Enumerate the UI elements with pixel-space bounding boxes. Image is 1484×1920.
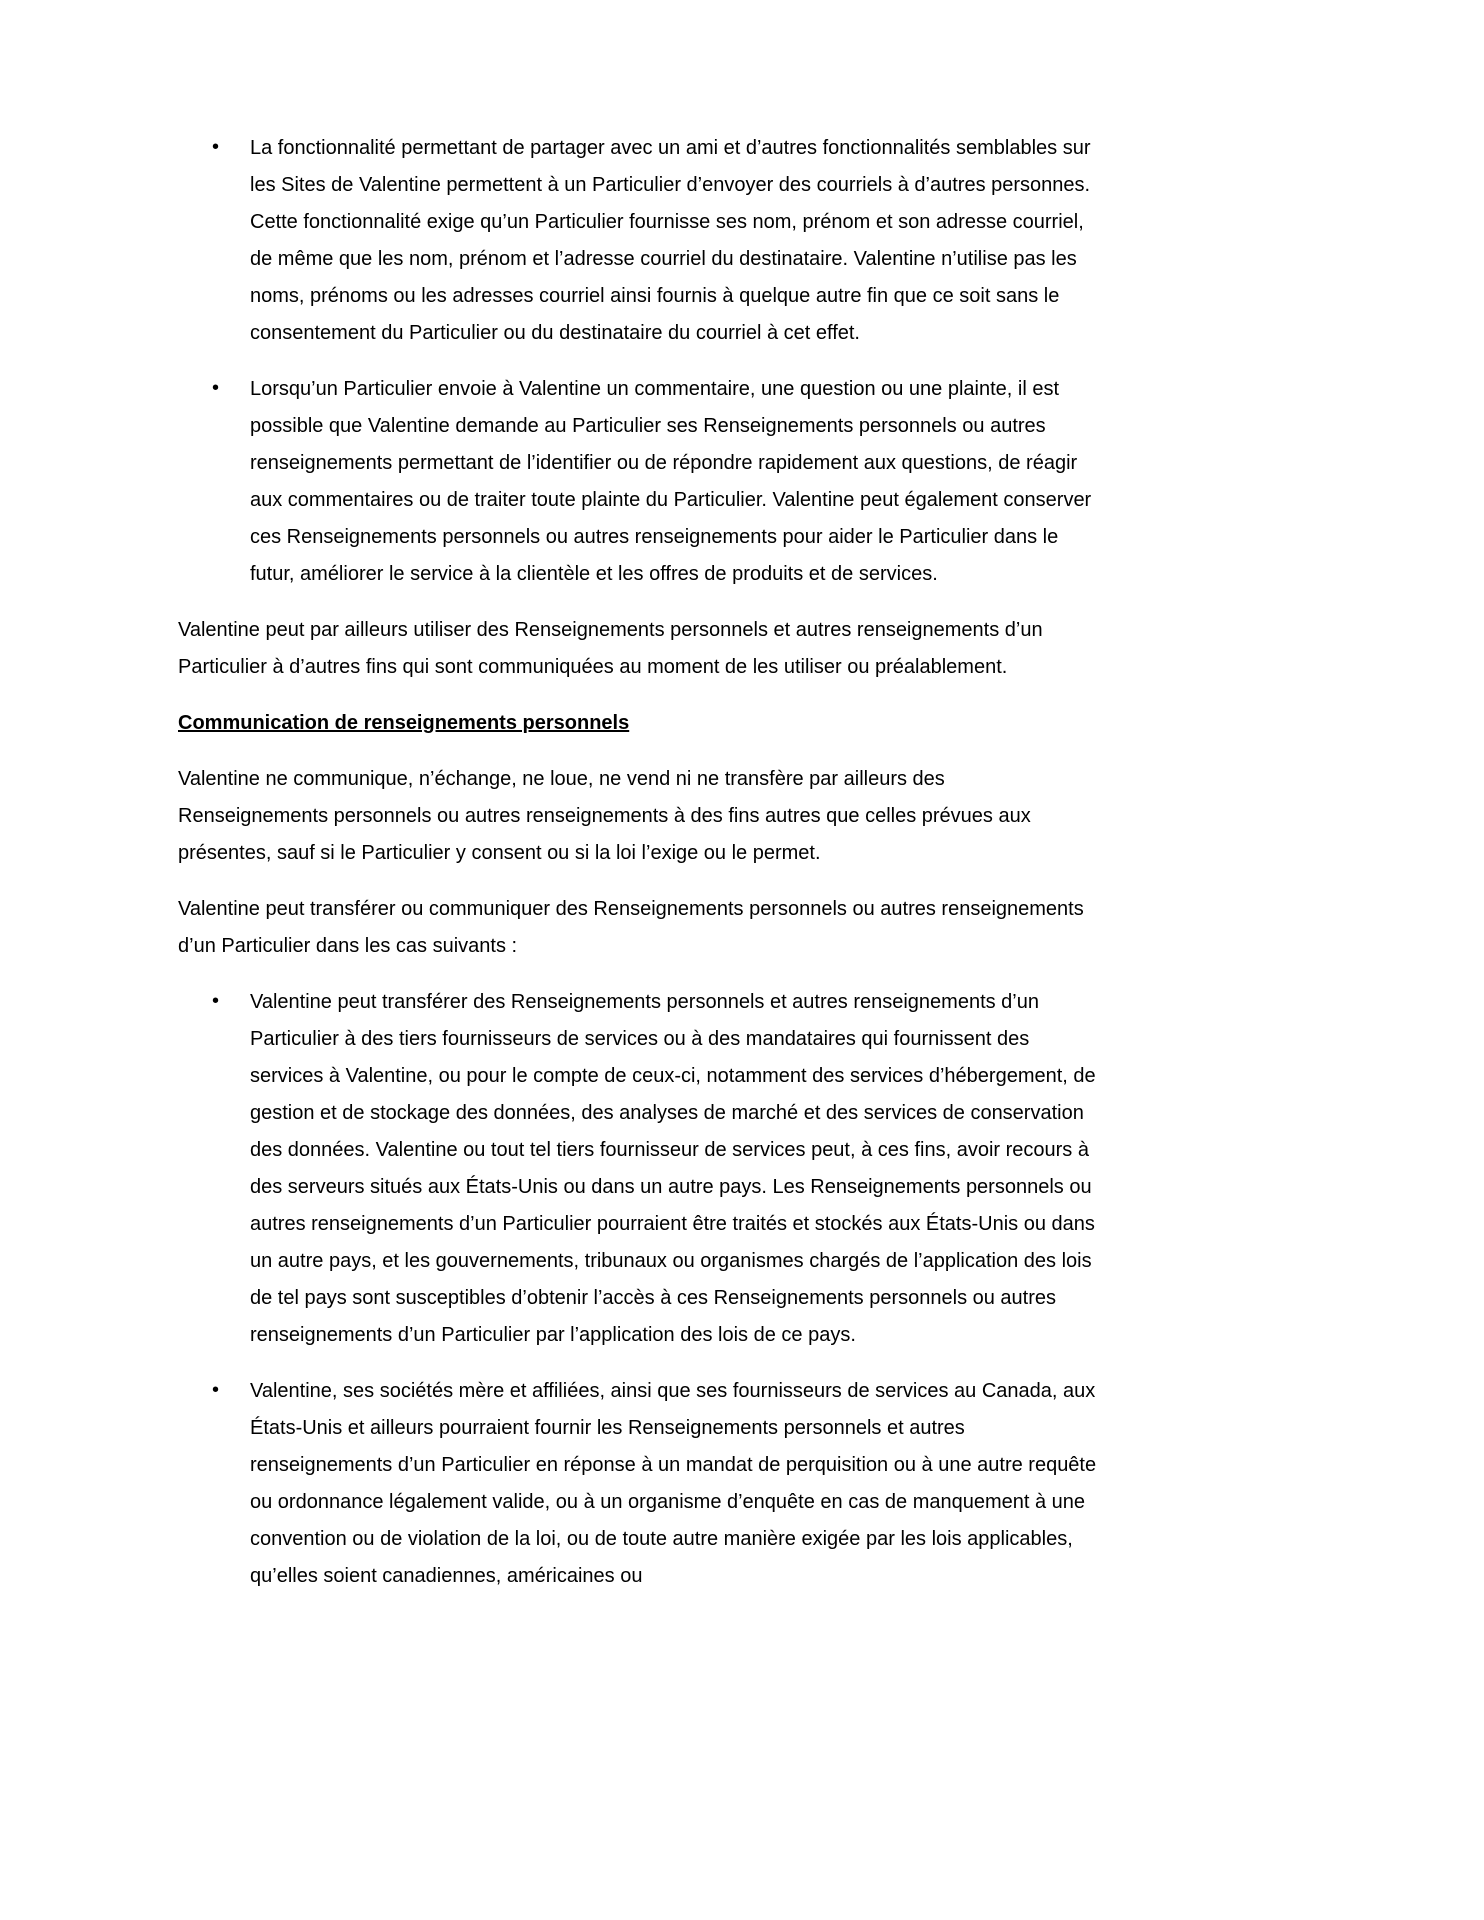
bullet-list-disclosure-cases (178, 984, 1100, 1595)
bullet-list-sharing (178, 130, 1100, 593)
paragraph-transfer-intro: Valentine peut transférer ou communiquer des Renseignements personnels ou autres renseignements d’un Particulier dans les cas suivants : (178, 898, 1084, 957)
section-heading-communication: Communication de renseignements personnels (178, 712, 630, 734)
bullet-text-third-party-providers: Valentine peut transférer des Renseignements personnels et autres renseignements d’un Particulier à des tiers fournisseurs de services ou à des mandataires qui fournissent des services à Valentine, ou pour le compte de ceux-ci, notamment des services d’hébergement, de gestion et de stockage des données, des analyses de marché et des services de conservation des données. Valentine ou tout tel tiers fournisseur de services peut, à ces fins, avoir recours à des serveurs situés aux États-Unis ou dans un autre pays. Les Renseignements personnels ou autres renseignements d’un Particulier pourraient être traités et stockés aux États-Unis ou dans un autre pays, et les gouvernements, tribunaux ou organismes chargés de l’application des lois de tel pays sont susceptibles d’obtenir l’accès à ces Renseignements personnels ou autres renseignements d’un Particulier par l’application des lois de ce pays. (250, 991, 1096, 1346)
bullet-icon: • (212, 377, 220, 399)
list-item (178, 1373, 1100, 1595)
paragraph-no-disclosure: Valentine ne communique, n’échange, ne loue, ne vend ni ne transfère par ailleurs des Renseignements personnels ou autres renseignements à des fins autres que celles prévues aux présentes, sauf si le Particulier y consent ou si la loi l’exige ou le permet. (178, 768, 1031, 864)
list-item (178, 130, 1100, 352)
list-item (178, 371, 1100, 593)
list-item (178, 984, 1100, 1354)
bullet-text-comments-questions: Lorsqu’un Particulier envoie à Valentine un commentaire, une question ou une plainte, il est possible que Valentine demande au Particulier ses Renseignements personnels ou autres renseignements permettant de l’identifier ou de répondre rapidement aux questions, de réagir aux commentaires ou de traiter toute plainte du Particulier. Valentine peut également conserver ces Renseignements personnels ou autres renseignements pour aider le Particulier dans le futur, améliorer le service à la clientèle et les offres de produits et de services. (250, 378, 1092, 585)
bullet-icon: • (212, 136, 220, 158)
bullet-text-legal-requests: Valentine, ses sociétés mère et affiliées, ainsi que ses fournisseurs de services au Canada, aux États-Unis et ailleurs pourraient fournir les Renseignements personnels et autres renseignements d’un Particulier en réponse à un mandat de perquisition ou à une autre requête ou ordonnance légalement valide, ou à un organisme d’enquête en cas de manquement à une convention ou de violation de la loi, ou de toute autre manière exigée par les lois applicables, qu’elles soient canadiennes, américaines ou (250, 1380, 1097, 1587)
paragraph-other-purposes: Valentine peut par ailleurs utiliser des Renseignements personnels et autres renseignements d’un Particulier à d’autres fins qui sont communiquées au moment de les utiliser ou préalablement. (178, 619, 1043, 678)
bullet-icon: • (212, 1379, 220, 1401)
bullet-text-share-feature: La fonctionnalité permettant de partager avec un ami et d’autres fonctionnalités semblables sur les Sites de Valentine permettent à un Particulier d’envoyer des courriels à d’autres personnes. Cette fonctionnalité exige qu’un Particulier fournisse ses nom, prénom et son adresse courriel, de même que les nom, prénom et l’adresse courriel du destinataire. Valentine n’utilise pas les noms, prénoms ou les adresses courriel ainsi fournis à quelque autre fin que ce soit sans le consentement du Particulier ou du destinataire du courriel à cet effet. (250, 137, 1091, 344)
bullet-icon: • (212, 990, 220, 1012)
